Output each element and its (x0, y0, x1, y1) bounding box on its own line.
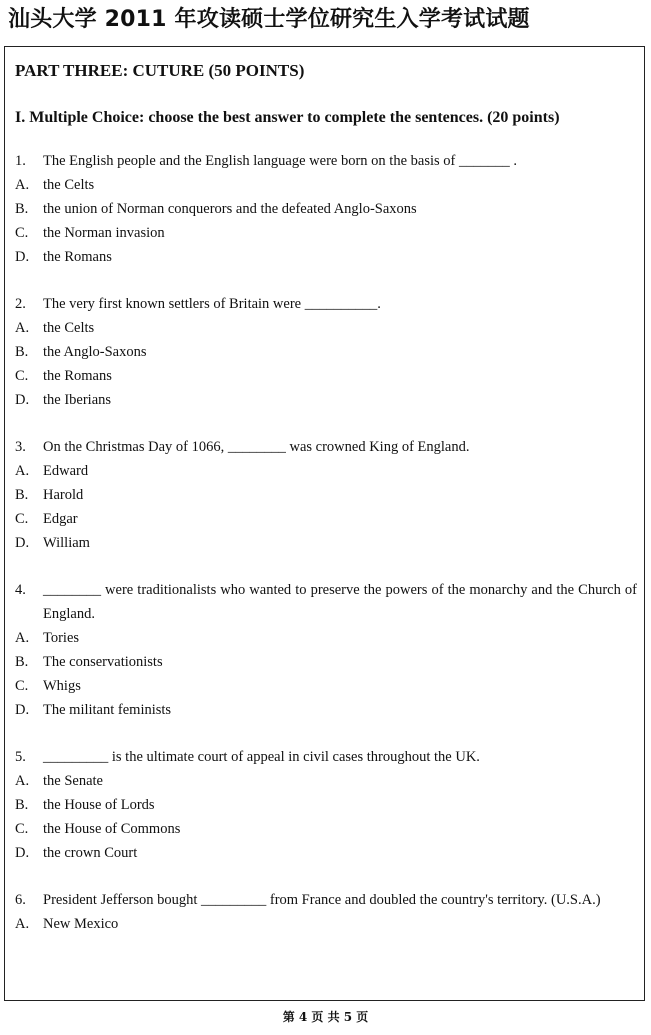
exam-content (15, 47, 637, 936)
option-text: Edward (43, 463, 89, 479)
option-c (15, 364, 637, 388)
question-4 (15, 578, 637, 722)
option-letter: A. (15, 463, 30, 479)
option-d (15, 388, 637, 412)
option-letter: A. (15, 177, 30, 193)
option-letter: D. (15, 535, 30, 551)
section-title: I. Multiple Choice: choose the best answer to complete the sentences. (20 points) (15, 109, 560, 126)
option-letter: D. (15, 845, 30, 861)
option-text: the House of Lords (43, 797, 155, 813)
option-letter: C. (15, 225, 29, 241)
question-stem (15, 745, 637, 769)
question-number: 3. (15, 439, 26, 455)
option-letter: C. (15, 368, 29, 384)
question-text: The English people and the English language were born on the basis of _______ . (43, 153, 517, 169)
option-letter: D. (15, 702, 30, 718)
option-text: The conservationists (43, 654, 163, 670)
option-letter: B. (15, 797, 29, 813)
question-text: The very first known settlers of Britain were __________. (43, 296, 381, 312)
option-a (15, 459, 637, 483)
option-text: New Mexico (43, 916, 119, 932)
option-text: the Romans (43, 249, 112, 265)
option-letter: C. (15, 678, 29, 694)
option-b (15, 650, 637, 674)
option-text: the Celts (43, 320, 95, 336)
question-6 (15, 888, 637, 936)
question-number: 6. (15, 892, 26, 908)
question-text: President Jefferson bought _________ from France and doubled the country's territory. (U.S.A.) (43, 892, 601, 908)
question-stem (15, 149, 637, 173)
option-c (15, 221, 637, 245)
option-c (15, 817, 637, 841)
question-number: 4. (15, 582, 26, 598)
question-3 (15, 435, 637, 555)
option-text: the Romans (43, 368, 112, 384)
question-stem (15, 888, 637, 912)
option-letter: A. (15, 630, 30, 646)
question-text: ________ were traditionalists who wanted to preserve the powers of the monarchy and the Church of England. (43, 582, 637, 622)
option-letter: C. (15, 821, 29, 837)
option-a (15, 769, 637, 793)
option-c (15, 507, 637, 531)
option-text: Harold (43, 487, 84, 503)
option-d (15, 841, 637, 865)
option-text: the House of Commons (43, 821, 181, 837)
option-a (15, 316, 637, 340)
option-text: the Senate (43, 773, 103, 789)
exam-content-frame (4, 46, 645, 1001)
option-text: Tories (43, 630, 80, 646)
question-1 (15, 149, 637, 269)
option-d (15, 531, 637, 555)
option-letter: B. (15, 654, 29, 670)
option-letter: B. (15, 344, 29, 360)
option-letter: B. (15, 487, 29, 503)
option-letter: C. (15, 511, 29, 527)
option-text: the Anglo-Saxons (43, 344, 147, 360)
question-number: 5. (15, 749, 26, 765)
option-b (15, 197, 637, 221)
option-a (15, 912, 637, 936)
question-text: _________ is the ultimate court of appeal in civil cases throughout the UK. (43, 749, 480, 765)
option-b (15, 483, 637, 507)
option-text: the Celts (43, 177, 95, 193)
option-text: Edgar (43, 511, 78, 527)
option-b (15, 793, 637, 817)
question-number: 1. (15, 153, 26, 169)
option-text: the Norman invasion (43, 225, 165, 241)
question-stem (15, 435, 637, 459)
option-text: The militant feminists (43, 702, 172, 718)
question-text: On the Christmas Day of 1066, ________ was crowned King of England. (43, 439, 470, 455)
option-letter: D. (15, 392, 30, 408)
exam-header-title: 汕头大学 2011 年攻读硕士学位研究生入学考试试题 (8, 7, 530, 32)
option-text: William (43, 535, 90, 551)
option-text: the union of Norman conquerors and the defeated Anglo-Saxons (43, 201, 417, 217)
option-text: Whigs (43, 678, 81, 694)
option-letter: D. (15, 249, 30, 265)
option-a (15, 626, 637, 650)
option-a (15, 173, 637, 197)
option-c (15, 674, 637, 698)
question-number: 2. (15, 296, 26, 312)
option-d (15, 245, 637, 269)
question-stem (15, 578, 637, 626)
option-b (15, 340, 637, 364)
part-title: PART THREE: CUTURE (50 POINTS) (15, 61, 305, 80)
question-5 (15, 745, 637, 865)
option-letter: A. (15, 916, 30, 932)
option-text: the crown Court (43, 845, 138, 861)
question-2 (15, 292, 637, 412)
option-text: the Iberians (43, 392, 112, 408)
option-letter: B. (15, 201, 29, 217)
option-letter: A. (15, 320, 30, 336)
option-d (15, 698, 637, 722)
question-stem (15, 292, 637, 316)
page-number-footer: 第 4 页 共 5 页 (282, 1010, 369, 1024)
option-letter: A. (15, 773, 30, 789)
